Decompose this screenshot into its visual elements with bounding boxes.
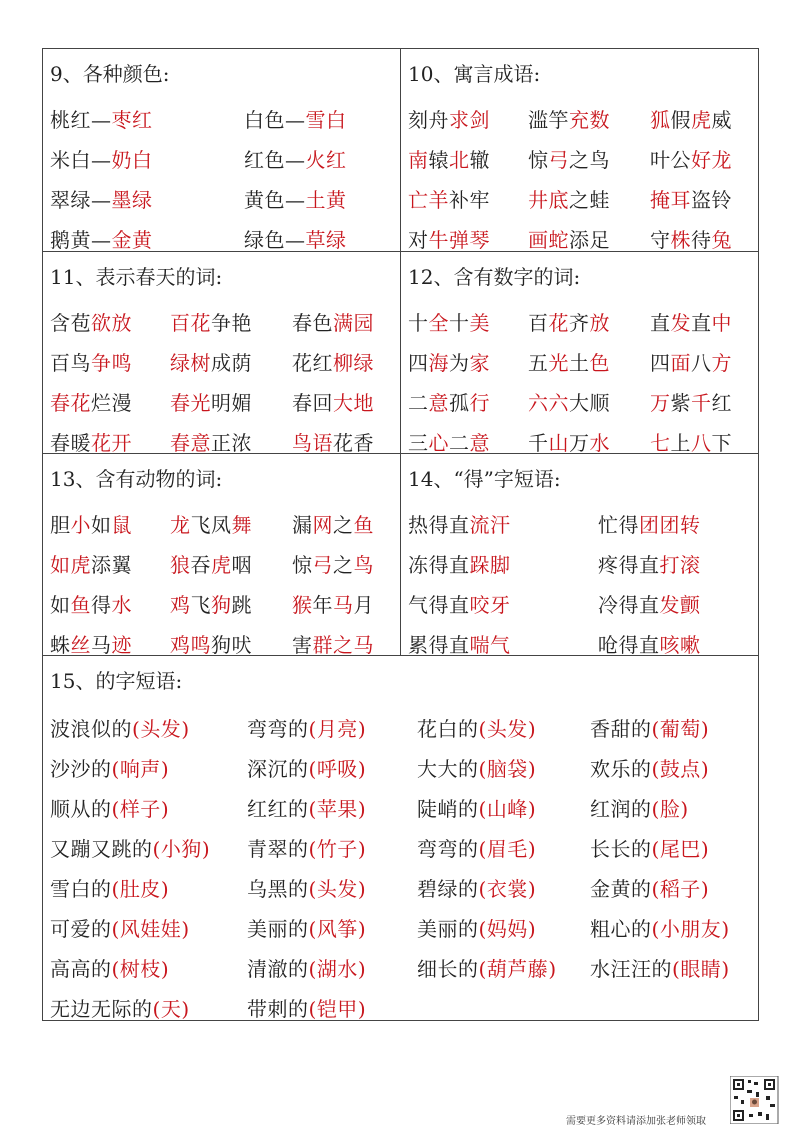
plain-text: 弯弯的 bbox=[247, 717, 309, 741]
list-item bbox=[598, 513, 701, 537]
plain-text: 高高的 bbox=[50, 957, 112, 981]
list-item: 波浪似的(头发) bbox=[50, 717, 190, 741]
highlight-text: 头发 bbox=[316, 877, 358, 901]
list-item bbox=[408, 553, 511, 577]
plain-text: 细长的 bbox=[417, 957, 479, 981]
qr-code-icon bbox=[730, 1076, 786, 1124]
list-item: 春意正浓 bbox=[170, 431, 252, 455]
highlight-text: 枣红 bbox=[111, 108, 153, 132]
plain-text: 翠绿— bbox=[50, 188, 112, 212]
list-item bbox=[408, 513, 511, 537]
list-item: 弯弯的(月亮) bbox=[247, 717, 367, 741]
highlight-text: 咬牙 bbox=[469, 593, 511, 617]
list-item: 粗心的(小朋友) bbox=[590, 917, 730, 941]
highlight-text: 奶白 bbox=[111, 148, 153, 172]
highlight-text: 妈妈 bbox=[486, 917, 528, 941]
list-item: 二意孤行 bbox=[408, 391, 490, 415]
highlight-text: 呼吸 bbox=[316, 757, 358, 781]
list-item: 守株待兔 bbox=[650, 228, 732, 252]
list-item: 青翠的(竹子) bbox=[247, 837, 367, 861]
plain-text: 粗心的 bbox=[590, 917, 652, 941]
highlight-text: 雪白 bbox=[305, 108, 347, 132]
plain-text: 冷得直 bbox=[598, 593, 660, 617]
section-title: 9、各种颜色: bbox=[50, 62, 170, 86]
list-item: 南辕北辙 bbox=[408, 148, 490, 172]
highlight-text: 眉毛 bbox=[486, 837, 528, 861]
list-item bbox=[244, 188, 347, 212]
highlight-text: 葫芦藤 bbox=[486, 957, 549, 981]
list-item: 刻舟求剑 bbox=[408, 108, 490, 132]
section-title: 15、的字短语: bbox=[50, 669, 183, 693]
list-item: 惊弓之鸟 bbox=[292, 553, 374, 577]
plain-text: 水汪汪的 bbox=[590, 957, 672, 981]
list-item: 高高的(树枝) bbox=[50, 957, 170, 981]
list-item: 细长的(葫芦藤) bbox=[417, 957, 557, 981]
list-item: 直发直中 bbox=[650, 311, 732, 335]
list-item bbox=[598, 633, 701, 657]
plain-text: 香甜的 bbox=[590, 717, 652, 741]
list-item bbox=[244, 228, 347, 252]
highlight-text: 跺脚 bbox=[469, 553, 511, 577]
highlight-text: 尾巴 bbox=[659, 837, 701, 861]
plain-text: 欢乐的 bbox=[590, 757, 652, 781]
section-title: 12、含有数字的词: bbox=[408, 265, 581, 289]
highlight-text: 样子 bbox=[119, 797, 161, 821]
list-item: 对牛弹琴 bbox=[408, 228, 490, 252]
highlight-text: 发颤 bbox=[659, 593, 701, 617]
list-item: 欢乐的(鼓点) bbox=[590, 757, 710, 781]
highlight-text: 山峰 bbox=[486, 797, 528, 821]
list-item: 深沉的(呼吸) bbox=[247, 757, 367, 781]
list-item: 蛛丝马迹 bbox=[50, 633, 132, 657]
list-item: 可爱的(风娃娃) bbox=[50, 917, 190, 941]
list-item bbox=[50, 188, 153, 212]
highlight-text: 小朋友 bbox=[659, 917, 722, 941]
list-item: 七上八下 bbox=[650, 431, 732, 455]
plain-text: 花白的 bbox=[417, 717, 479, 741]
plain-text: 沙沙的 bbox=[50, 757, 112, 781]
plain-text: 大大的 bbox=[417, 757, 479, 781]
list-item: 弯弯的(眉毛) bbox=[417, 837, 537, 861]
highlight-text: 流汗 bbox=[469, 513, 511, 537]
list-item: 狐假虎威 bbox=[650, 108, 732, 132]
list-item: 鸡鸣狗吠 bbox=[170, 633, 252, 657]
plain-text: 米白— bbox=[50, 148, 112, 172]
section-title: 11、表示春天的词: bbox=[50, 265, 223, 289]
list-item: 滥竽充数 bbox=[528, 108, 610, 132]
list-item: 含苞欲放 bbox=[50, 311, 132, 335]
list-item: 红润的(脸) bbox=[590, 797, 689, 821]
highlight-text: 响声 bbox=[119, 757, 161, 781]
plain-text: 美丽的 bbox=[247, 917, 309, 941]
plain-text: 深沉的 bbox=[247, 757, 309, 781]
plain-text: 顺从的 bbox=[50, 797, 112, 821]
list-item: 大大的(脑袋) bbox=[417, 757, 537, 781]
plain-text: 美丽的 bbox=[417, 917, 479, 941]
highlight-text: 竹子 bbox=[316, 837, 358, 861]
list-item: 漏网之鱼 bbox=[292, 513, 374, 537]
section-title: 10、寓言成语: bbox=[408, 62, 541, 86]
list-item: 春光明媚 bbox=[170, 391, 252, 415]
list-item: 清澈的(湖水) bbox=[247, 957, 367, 981]
highlight-text: 头发 bbox=[140, 717, 182, 741]
vocabulary-table bbox=[42, 48, 759, 1021]
list-item: 顺从的(样子) bbox=[50, 797, 170, 821]
highlight-text: 葡萄 bbox=[659, 717, 701, 741]
list-item: 春花烂漫 bbox=[50, 391, 132, 415]
list-item: 如鱼得水 bbox=[50, 593, 132, 617]
list-item bbox=[598, 553, 701, 577]
plain-text: 碧绿的 bbox=[417, 877, 479, 901]
highlight-text: 打滚 bbox=[659, 553, 701, 577]
plain-text: 无边无际的 bbox=[50, 997, 153, 1021]
list-item: 鸟语花香 bbox=[292, 431, 374, 455]
list-item: 画蛇添足 bbox=[528, 228, 610, 252]
highlight-text: 墨绿 bbox=[111, 188, 153, 212]
plain-text: 白色— bbox=[244, 108, 306, 132]
highlight-text: 头发 bbox=[486, 717, 528, 741]
list-item: 长长的(尾巴) bbox=[590, 837, 710, 861]
plain-text: 绿色— bbox=[244, 228, 306, 252]
list-item: 四面八方 bbox=[650, 351, 732, 375]
plain-text: 长长的 bbox=[590, 837, 652, 861]
list-item bbox=[50, 148, 153, 172]
list-item: 带刺的(铠甲) bbox=[247, 997, 367, 1021]
list-item: 掩耳盗铃 bbox=[650, 188, 732, 212]
list-item bbox=[598, 593, 701, 617]
list-item: 美丽的(妈妈) bbox=[417, 917, 537, 941]
list-item: 百花争艳 bbox=[170, 311, 252, 335]
list-item: 害群之马 bbox=[292, 633, 374, 657]
list-item: 春暖花开 bbox=[50, 431, 132, 455]
list-item bbox=[408, 633, 511, 657]
list-item: 沙沙的(响声) bbox=[50, 757, 170, 781]
highlight-text: 苹果 bbox=[316, 797, 358, 821]
list-item: 花红柳绿 bbox=[292, 351, 374, 375]
list-item: 十全十美 bbox=[408, 311, 490, 335]
list-item: 六六大顺 bbox=[528, 391, 610, 415]
plain-text: 红红的 bbox=[247, 797, 309, 821]
list-item bbox=[50, 108, 153, 132]
list-item: 百花齐放 bbox=[528, 311, 610, 335]
highlight-text: 湖水 bbox=[316, 957, 358, 981]
list-item: 万紫千红 bbox=[650, 391, 732, 415]
plain-text: 桃红— bbox=[50, 108, 112, 132]
plain-text: 可爱的 bbox=[50, 917, 112, 941]
list-item bbox=[244, 148, 347, 172]
plain-text: 累得直 bbox=[408, 633, 470, 657]
list-item: 叶公好龙 bbox=[650, 148, 732, 172]
highlight-text: 肚皮 bbox=[119, 877, 161, 901]
plain-text: 弯弯的 bbox=[417, 837, 479, 861]
list-item bbox=[244, 108, 347, 132]
plain-text: 清澈的 bbox=[247, 957, 309, 981]
footer-note: 需要更多资料请添加张老师领取 bbox=[566, 1116, 706, 1127]
plain-text: 乌黑的 bbox=[247, 877, 309, 901]
highlight-text: 土黄 bbox=[305, 188, 347, 212]
plain-text: 黄色— bbox=[244, 188, 306, 212]
list-item: 无边无际的(天) bbox=[50, 997, 190, 1021]
list-item bbox=[408, 593, 511, 617]
plain-text: 陡峭的 bbox=[417, 797, 479, 821]
plain-text: 青翠的 bbox=[247, 837, 309, 861]
highlight-text: 风筝 bbox=[316, 917, 358, 941]
list-item: 碧绿的(衣裳) bbox=[417, 877, 537, 901]
list-item: 绿树成荫 bbox=[170, 351, 252, 375]
highlight-text: 天 bbox=[160, 997, 182, 1021]
section-title: 13、含有动物的词: bbox=[50, 467, 223, 491]
highlight-text: 金黄 bbox=[111, 228, 153, 252]
list-item: 千山万水 bbox=[528, 431, 610, 455]
plain-text: 忙得 bbox=[598, 513, 639, 537]
list-item: 如虎添翼 bbox=[50, 553, 132, 577]
highlight-text: 风娃娃 bbox=[119, 917, 182, 941]
plain-text: 鹅黄— bbox=[50, 228, 112, 252]
highlight-text: 脸 bbox=[659, 797, 681, 821]
plain-text: 冻得直 bbox=[408, 553, 470, 577]
list-item: 又蹦又跳的(小狗) bbox=[50, 837, 211, 861]
list-item: 美丽的(风筝) bbox=[247, 917, 367, 941]
list-item: 花白的(头发) bbox=[417, 717, 537, 741]
highlight-text: 小狗 bbox=[160, 837, 202, 861]
plain-text: 热得直 bbox=[408, 513, 470, 537]
plain-text: 红色— bbox=[244, 148, 306, 172]
plain-text: 疼得直 bbox=[598, 553, 660, 577]
plain-text: 红润的 bbox=[590, 797, 652, 821]
list-item: 百鸟争鸣 bbox=[50, 351, 132, 375]
list-item: 四海为家 bbox=[408, 351, 490, 375]
plain-text: 带刺的 bbox=[247, 997, 309, 1021]
list-item: 红红的(苹果) bbox=[247, 797, 367, 821]
list-item: 三心二意 bbox=[408, 431, 490, 455]
list-item: 香甜的(葡萄) bbox=[590, 717, 710, 741]
list-item: 水汪汪的(眼睛) bbox=[590, 957, 730, 981]
list-item: 狼吞虎咽 bbox=[170, 553, 252, 577]
list-item: 春回大地 bbox=[292, 391, 374, 415]
highlight-text: 月亮 bbox=[316, 717, 358, 741]
highlight-text: 喘气 bbox=[469, 633, 511, 657]
list-item: 乌黑的(头发) bbox=[247, 877, 367, 901]
highlight-text: 团团转 bbox=[639, 513, 701, 537]
plain-text: 金黄的 bbox=[590, 877, 652, 901]
plain-text: 又蹦又跳的 bbox=[50, 837, 153, 861]
highlight-text: 铠甲 bbox=[316, 997, 358, 1021]
highlight-text: 火红 bbox=[305, 148, 347, 172]
highlight-text: 树枝 bbox=[119, 957, 161, 981]
list-item: 五光土色 bbox=[528, 351, 610, 375]
highlight-text: 稻子 bbox=[659, 877, 701, 901]
highlight-text: 咳嗽 bbox=[659, 633, 701, 657]
list-item: 金黄的(稻子) bbox=[590, 877, 710, 901]
plain-text: 气得直 bbox=[408, 593, 470, 617]
table-border-right bbox=[758, 48, 759, 1021]
list-item: 亡羊补牢 bbox=[408, 188, 490, 212]
section-title: 14、“得”字短语: bbox=[408, 467, 561, 491]
list-item: 胆小如鼠 bbox=[50, 513, 132, 537]
plain-text: 雪白的 bbox=[50, 877, 112, 901]
list-item bbox=[50, 228, 153, 252]
list-item: 鸡飞狗跳 bbox=[170, 593, 252, 617]
list-item: 惊弓之鸟 bbox=[528, 148, 610, 172]
plain-text: 呛得直 bbox=[598, 633, 660, 657]
list-item: 井底之蛙 bbox=[528, 188, 610, 212]
highlight-text: 草绿 bbox=[305, 228, 347, 252]
highlight-text: 衣裳 bbox=[486, 877, 528, 901]
list-item: 雪白的(肚皮) bbox=[50, 877, 170, 901]
highlight-text: 鼓点 bbox=[659, 757, 701, 781]
plain-text: 波浪似的 bbox=[50, 717, 132, 741]
highlight-text: 脑袋 bbox=[486, 757, 528, 781]
list-item: 陡峭的(山峰) bbox=[417, 797, 537, 821]
list-item: 龙飞凤舞 bbox=[170, 513, 252, 537]
list-item: 春色满园 bbox=[292, 311, 374, 335]
list-item: 猴年马月 bbox=[292, 593, 374, 617]
highlight-text: 眼睛 bbox=[680, 957, 722, 981]
